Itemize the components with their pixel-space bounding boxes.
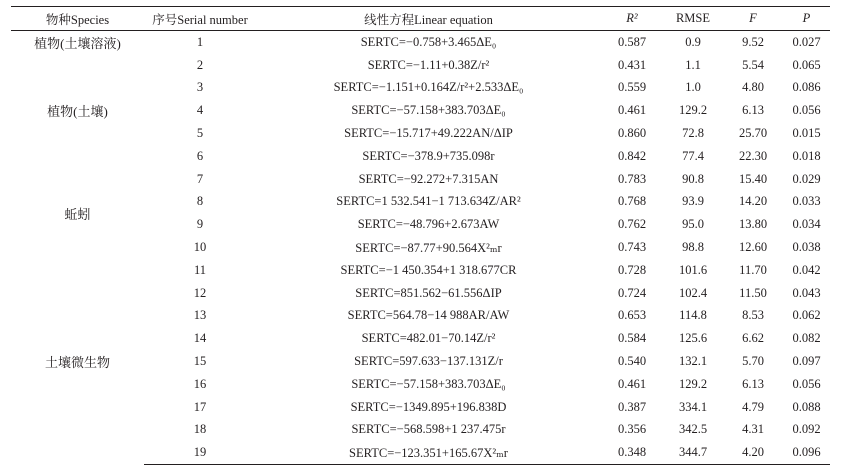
header-f: F (723, 7, 783, 31)
f-value-cell: 12.60 (738, 240, 768, 255)
equation-cell: SERTC=−92.272+7.315AN (358, 171, 499, 186)
p-value-cell: 0.082 (792, 331, 821, 346)
rmse-cell: 93.9 (682, 194, 704, 209)
f-value-cell: 15.40 (738, 171, 768, 186)
table-row (11, 31, 830, 54)
equation-cell: SERTC=−57.158+383.703ΔE₀ (351, 376, 506, 391)
rmse-cell: 98.8 (682, 240, 704, 255)
f-value-cell: 8.53 (742, 308, 764, 323)
f-value-cell: 6.62 (742, 331, 764, 346)
r2-cell: 0.348 (601, 441, 663, 464)
p-value-cell: 0.029 (792, 171, 821, 186)
rmse-cell: 129.2 (678, 103, 708, 118)
equation-cell: SERTC=564.78−14 988AR/AW (347, 308, 510, 323)
equation-cell: SERTC=−15.717+49.222AN/ΔIP (344, 126, 513, 141)
rmse-cell: 334.1 (678, 399, 708, 414)
equation-cell: SERTC=−568.598+1 237.475r (351, 422, 506, 437)
r2-cell: 0.768 (617, 194, 647, 209)
rmse-cell: 90.8 (682, 171, 704, 186)
serial-number-cell: 1 (196, 34, 204, 49)
p-value-cell: 0.086 (792, 80, 821, 95)
r2-cell: 0.461 (617, 103, 647, 118)
r2-cell: 0.387 (617, 399, 647, 414)
header-p: P (783, 7, 830, 31)
p-value-cell: 0.056 (792, 376, 821, 391)
p-value-cell: 0.018 (792, 148, 821, 163)
p-value-cell: 0.027 (792, 34, 821, 49)
p-value-cell: 0.038 (792, 240, 821, 255)
f-value-cell: 11.50 (739, 285, 767, 300)
r2-cell: 0.584 (617, 331, 647, 346)
serial-number-cell: 14 (193, 331, 207, 346)
serial-number-cell: 18 (193, 422, 207, 437)
serial-number-cell: 17 (193, 399, 207, 414)
r2-cell: 0.724 (617, 285, 647, 300)
serial-number-cell: 12 (193, 285, 207, 300)
rmse-cell: 72.8 (682, 126, 704, 141)
regression-table (11, 6, 830, 465)
f-value-cell: 4.31 (742, 422, 764, 437)
p-value-cell: 0.065 (792, 57, 821, 72)
p-value-cell: 0.092 (792, 422, 821, 437)
r2-cell: 0.783 (617, 171, 647, 186)
equation-cell: SERTC=597.633−137.131Z/r (354, 354, 503, 369)
species-cell: 土壤微生物 (44, 355, 110, 371)
r2-cell: 0.842 (617, 148, 647, 163)
f-value-cell: 25.70 (738, 126, 768, 141)
rmse-cell: 95.0 (682, 217, 704, 232)
rmse-cell: 0.9 (685, 34, 701, 49)
rmse-cell: 77.4 (682, 148, 704, 163)
table-row (11, 168, 830, 191)
serial-number-cell: 5 (196, 126, 204, 141)
serial-number-cell: 10 (193, 240, 207, 255)
header-rmse: RMSE (663, 7, 723, 31)
equation-cell: SERTC=−1349.895+196.838D (350, 399, 507, 414)
p-value-cell: 0.088 (792, 399, 821, 414)
f-value-cell: 5.70 (742, 354, 764, 369)
r2-cell: 0.728 (617, 262, 647, 277)
header-r2: R² (601, 7, 663, 31)
rmse-cell: 129.2 (678, 376, 708, 391)
f-value-cell: 4.80 (742, 80, 764, 95)
serial-number-cell: 8 (196, 194, 204, 209)
r2-cell: 0.762 (617, 217, 647, 232)
f-value-cell: 14.20 (738, 194, 768, 209)
f-value-cell: 13.80 (738, 217, 768, 232)
equation-cell: SERTC=1 532.541−1 713.634Z/AR² (336, 194, 521, 209)
serial-number-cell: 6 (196, 148, 204, 163)
equation-cell: SERTC=−123.351+165.67X²ₘr (256, 441, 601, 464)
p-value-cell: 0.097 (792, 354, 821, 369)
equation-cell: SERTC=−1.151+0.164Z/r²+2.533ΔE₀ (333, 80, 524, 95)
r2-cell: 0.743 (617, 240, 647, 255)
rmse-cell: 342.5 (678, 422, 708, 437)
equation-cell: SERTC=−48.796+2.673AW (357, 217, 500, 232)
equation-cell: SERTC=−57.158+383.703ΔE₀ (351, 103, 506, 118)
f-value-cell: 4.20 (723, 441, 783, 464)
species-cell: 植物(土壤溶液) (34, 35, 121, 51)
r2-cell: 0.559 (617, 80, 647, 95)
header-species: 物种Species (11, 7, 144, 31)
f-value-cell: 4.79 (742, 399, 764, 414)
rmse-cell: 132.1 (678, 354, 708, 369)
f-value-cell: 6.13 (742, 376, 764, 391)
serial-number-cell: 2 (196, 57, 204, 72)
f-value-cell: 11.70 (739, 262, 767, 277)
species-cell: 蚯蚓 (64, 206, 91, 222)
p-value-cell: 0.062 (792, 308, 821, 323)
serial-number-cell: 7 (196, 171, 204, 186)
table-body (11, 31, 830, 465)
equation-cell: SERTC=851.562−61.556ΔIP (355, 285, 502, 300)
r2-cell: 0.356 (617, 422, 647, 437)
r2-cell: 0.461 (617, 376, 647, 391)
rmse-cell: 101.6 (678, 262, 708, 277)
p-value-cell: 0.056 (792, 103, 821, 118)
f-value-cell: 9.52 (742, 34, 764, 49)
rmse-cell: 114.8 (679, 308, 707, 323)
species-cell: 植物(土壤) (47, 104, 108, 120)
table-row (11, 54, 830, 77)
rmse-cell: 102.4 (678, 285, 708, 300)
p-value-cell: 0.034 (792, 217, 821, 232)
f-value-cell: 5.54 (742, 57, 764, 72)
serial-number-cell: 11 (193, 262, 207, 277)
p-value-cell: 0.042 (792, 262, 821, 277)
serial-number-cell: 9 (196, 217, 204, 232)
f-value-cell: 22.30 (738, 148, 768, 163)
equation-cell: SERTC=−87.77+90.564X²ₘr (355, 240, 502, 255)
serial-number-cell: 4 (196, 103, 204, 118)
p-value-cell: 0.043 (792, 285, 821, 300)
serial-number-cell: 19 (144, 441, 256, 464)
equation-cell: SERTC=482.01−70.14Z/r² (361, 331, 496, 346)
serial-number-cell: 3 (196, 80, 204, 95)
r2-cell: 0.653 (617, 308, 647, 323)
serial-number-cell: 13 (193, 308, 207, 323)
r2-cell: 0.431 (617, 57, 647, 72)
f-value-cell: 6.13 (742, 103, 764, 118)
equation-cell: SERTC=−378.9+735.098r (362, 148, 495, 163)
equation-cell: SERTC=−0.758+3.465ΔE₀ (360, 34, 497, 49)
rmse-cell: 125.6 (678, 331, 708, 346)
equation-cell: SERTC=−1 450.354+1 318.677CR (340, 262, 517, 277)
r2-cell: 0.587 (617, 34, 647, 49)
p-value-cell: 0.096 (783, 441, 830, 464)
header-linear-equation: 线性方程Linear equation (256, 7, 601, 31)
serial-number-cell: 16 (193, 376, 207, 391)
rmse-cell: 1.0 (685, 80, 701, 95)
p-value-cell: 0.033 (792, 194, 821, 209)
table-row (11, 259, 830, 282)
header-serial-number: 序号Serial number (144, 7, 256, 31)
serial-number-cell: 15 (193, 354, 207, 369)
header-row (11, 7, 830, 31)
p-value-cell: 0.015 (792, 126, 821, 141)
rmse-cell: 344.7 (663, 441, 723, 464)
equation-cell: SERTC=−1.11+0.38Z/r² (367, 57, 490, 72)
rmse-cell: 1.1 (685, 57, 701, 72)
r2-cell: 0.860 (617, 126, 647, 141)
r2-cell: 0.540 (617, 354, 647, 369)
